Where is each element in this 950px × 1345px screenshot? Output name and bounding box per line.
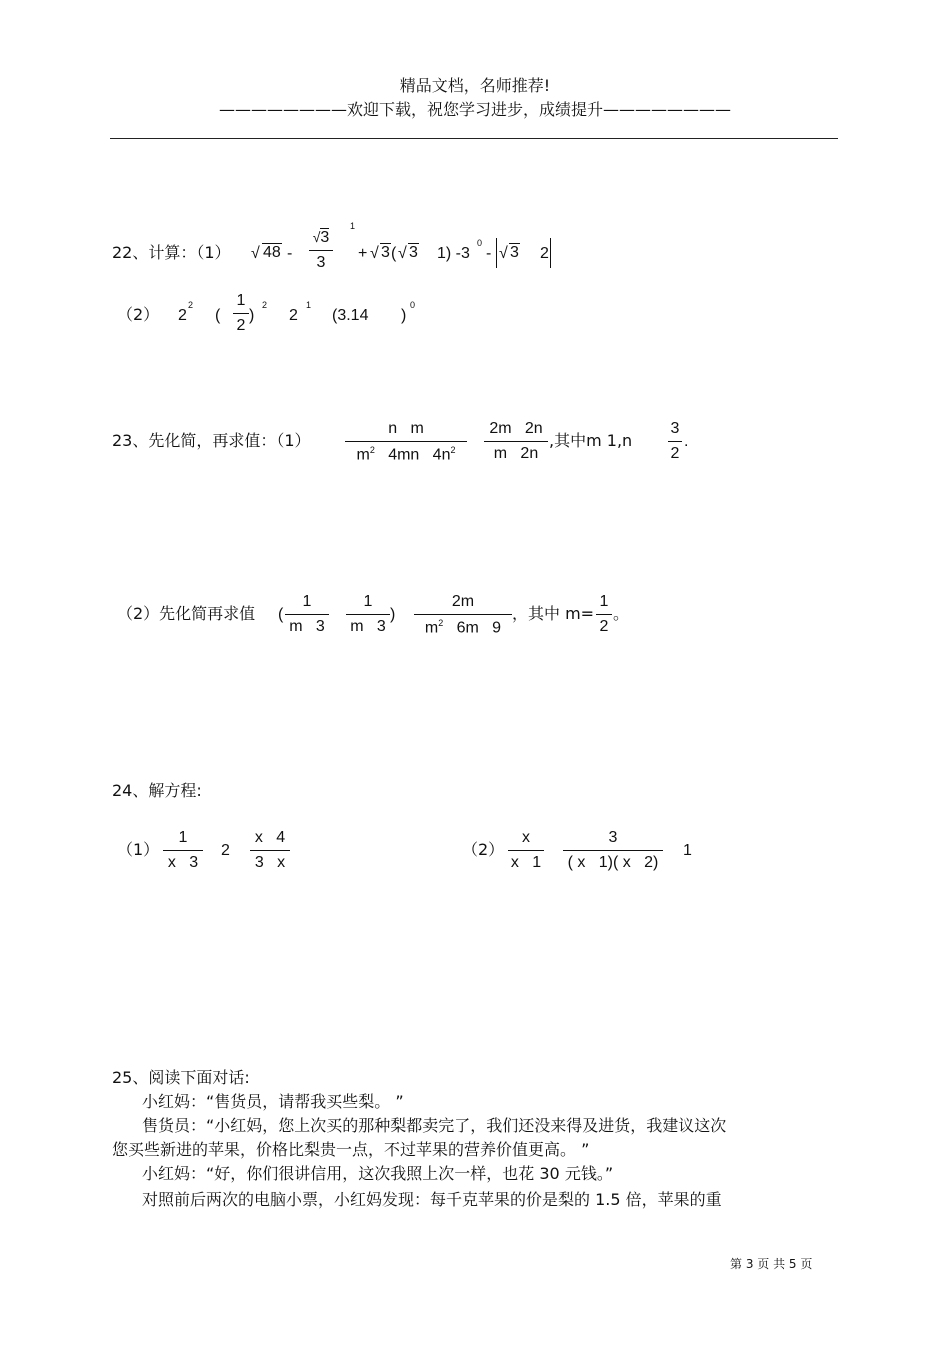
constant: 2 [221, 842, 230, 859]
dialogue-line: 小红妈：“好，你们很讲信用，这次我照上次一样，也花 30 元钱。” [142, 1164, 614, 1183]
paren: ( [215, 307, 221, 324]
exponent: 1 [306, 300, 312, 310]
plus-sign: + [358, 245, 368, 262]
header-subtitle: ————————欢迎下载，祝您学习进步，成绩提升———————— [218, 100, 731, 119]
dialogue-line: 小红妈：“售货员，请帮我买些梨。 ” [142, 1092, 404, 1111]
pi-term: (3.14 [332, 307, 369, 324]
constant: 1 [683, 842, 692, 859]
q23-fraction-6: 2m $m^2$ 6m 9 [414, 593, 512, 637]
part-label: （2） [117, 305, 160, 324]
exponent: 0 [410, 300, 416, 310]
header-divider [110, 138, 838, 139]
q22-label: 22、计算：（1） [112, 243, 231, 262]
radical-sign: √ [499, 245, 508, 262]
page-number: 第 3 页 共 5 页 [730, 1257, 813, 1271]
sqrt-3: 3 [409, 244, 418, 261]
q23-fraction-7: 1 2 [596, 593, 612, 636]
paren: ) [249, 307, 255, 324]
exponent: 2 [188, 300, 194, 310]
paren: ) [390, 606, 396, 623]
q23-fraction-2: 2m 2n m 2n [484, 420, 548, 463]
part-label: （2） [462, 840, 505, 859]
q24-label: 24、解方程: [112, 781, 202, 800]
dialogue-line: 售货员：“小红妈，您上次买的那种梨都卖完了，我们还没来得及进货，我建议这次 [142, 1116, 727, 1135]
q23-label: 23、先化简，再求值：（1） [112, 431, 311, 450]
period: . [684, 433, 689, 450]
sqrt-48: 48 [263, 244, 281, 261]
base: 2 [178, 307, 187, 324]
q23-fraction-1: n m $m^2$ 4mn $4n^2$ [345, 420, 467, 464]
sqrt-3: 3 [510, 244, 519, 261]
where-clause: ，其中 m= [512, 604, 595, 623]
paragraph-line: 对照前后两次的电脑小票，小红妈发现：每千克苹果的价是梨的 1.5 倍，苹果的重 [142, 1190, 722, 1209]
sentence-end: 。 [613, 604, 630, 623]
q25-label: 25、阅读下面对话: [112, 1068, 250, 1087]
radical-sign: √ [398, 245, 407, 262]
abs-bar-right [550, 238, 551, 268]
minus-sign: - [486, 245, 492, 262]
q24-fraction-1: 1 x 3 [163, 829, 203, 872]
expression-part: 2 [540, 245, 549, 262]
radical-sign: √ [370, 245, 379, 262]
base: 2 [289, 307, 298, 324]
where-clause: ,其中m 1,n [549, 431, 633, 450]
dialogue-line: 您买些新进的苹果，价格比梨贵一点，不过苹果的营养价值更高。 ” [112, 1140, 590, 1159]
radical-sign: √ [251, 245, 260, 262]
q22-fraction: √3 3 [309, 229, 333, 272]
expression-part: 1) -3 [437, 245, 470, 262]
part-label: （1） [117, 840, 160, 859]
exponent: 0 [477, 238, 483, 248]
minus-sign: - [287, 245, 293, 262]
q24-fraction-4: 3 ( x 1)( x 2) [563, 829, 663, 872]
abs-bar-left [496, 238, 497, 268]
paren: ( [391, 245, 397, 262]
q23-fraction-3: 3 2 [668, 420, 682, 463]
exponent: 1 [350, 221, 356, 231]
header-title: 精品文档，名师推荐! [399, 76, 551, 95]
q24-fraction-2: x 4 3 x [250, 829, 290, 872]
paren: ( [278, 606, 284, 623]
paren: ) [401, 307, 407, 324]
q23-fraction-5: 1 m 3 [346, 593, 390, 636]
q24-fraction-3: x x 1 [508, 829, 544, 872]
q23-fraction-4: 1 m 3 [285, 593, 329, 636]
sqrt-3: 3 [381, 244, 390, 261]
exponent: 2 [262, 300, 268, 310]
half-fraction: 1 2 [233, 292, 249, 335]
part-label: （2）先化简再求值 [117, 604, 256, 623]
